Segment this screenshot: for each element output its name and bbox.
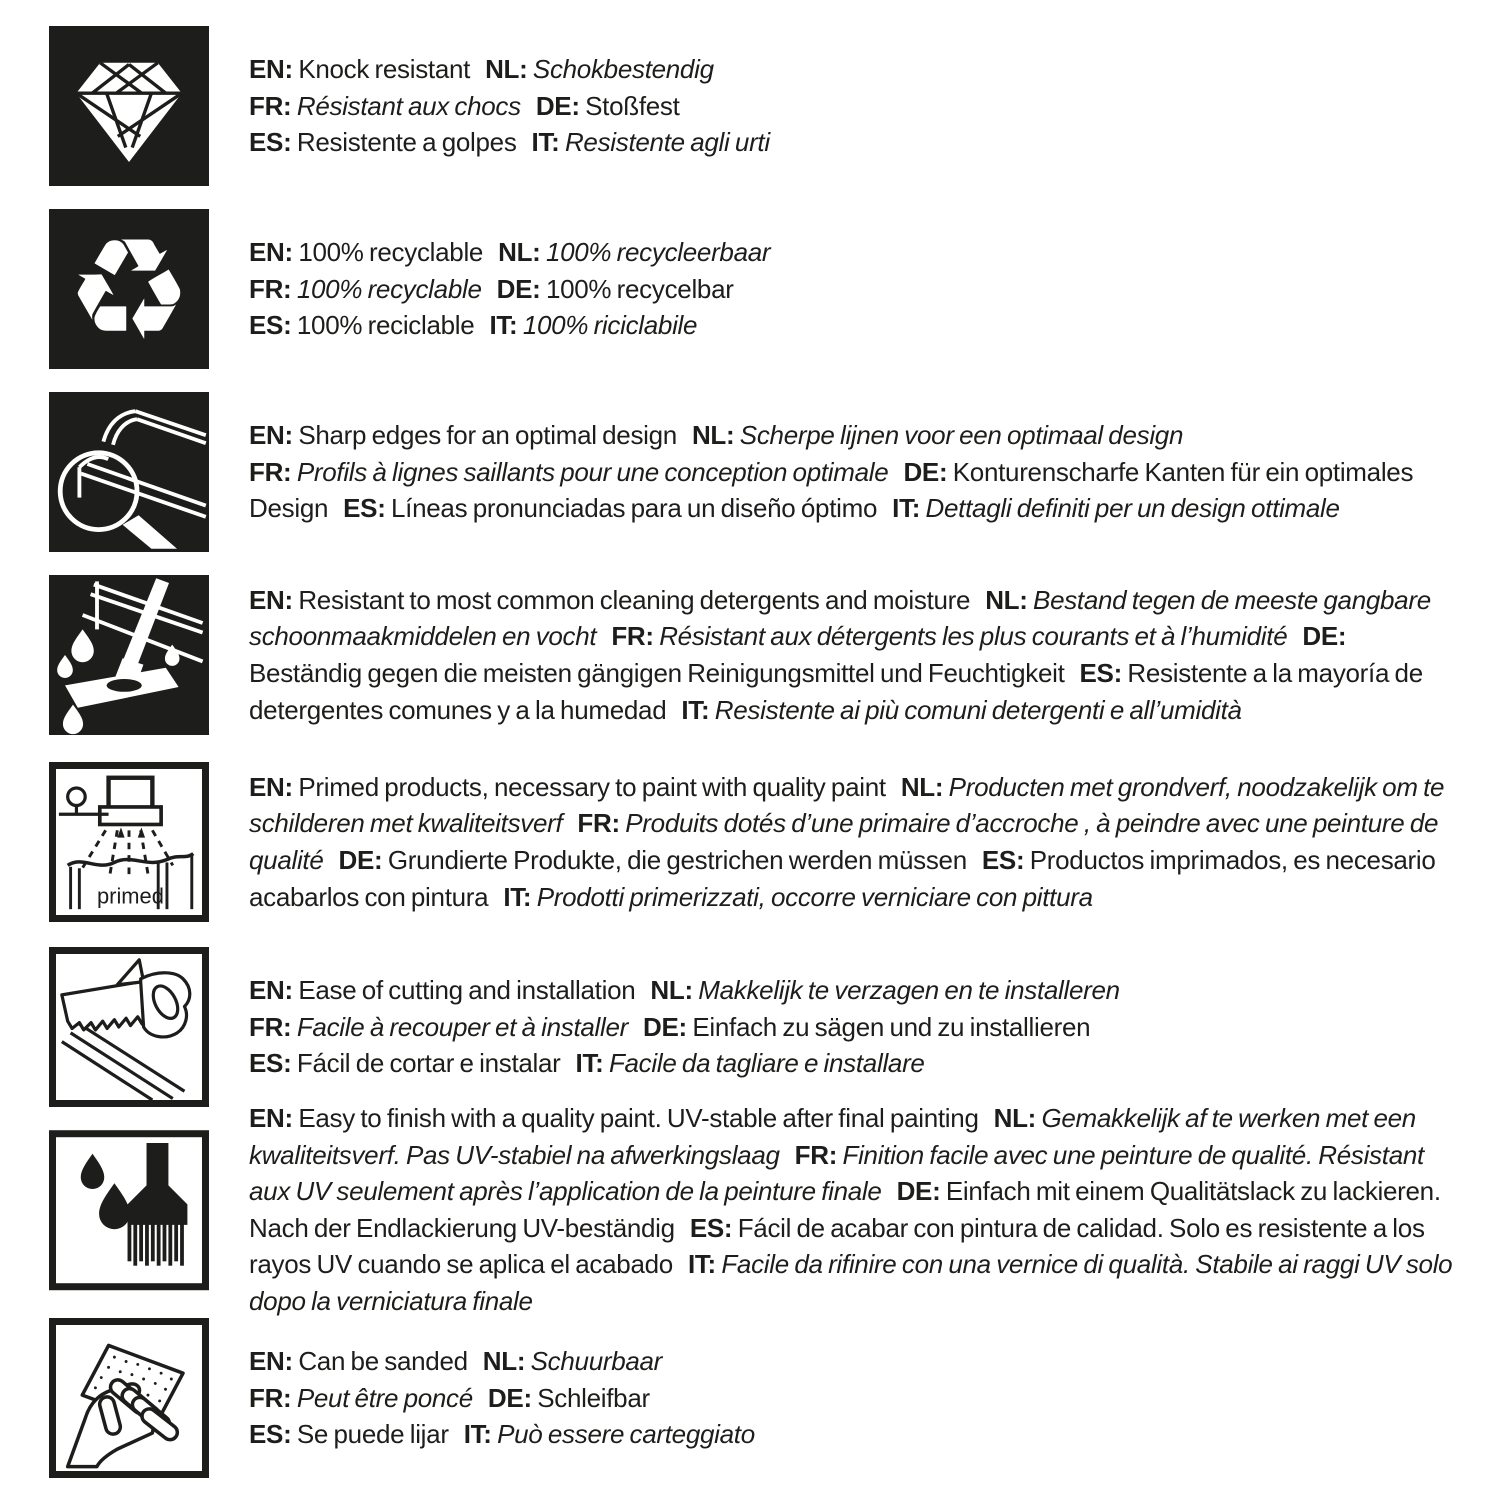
feature-text-it: IT: Può essere carteggiato [463, 1419, 755, 1450]
language-label: ES: [249, 1419, 292, 1450]
feature-text-de: DE: Grundierte Produkte, die gestrichen werden müssen [338, 845, 967, 875]
language-label: ES: [981, 845, 1025, 875]
language-label: FR: [249, 90, 292, 121]
language-label: ES: [1079, 658, 1122, 688]
language-label: EN: [249, 771, 293, 802]
mop-cleaning-icon [49, 575, 209, 735]
feature-text-es: ES: Líneas pronunciadas para un diseño óptimo [343, 493, 878, 524]
feature-text-en: EN: Can be sanded [249, 1346, 468, 1377]
language-label: ES: [689, 1213, 733, 1243]
feature-text-fr: FR: Facile à recouper et à installer [249, 1011, 629, 1042]
feature-text-it: IT: Prodotti primerizzati, occorre verniciare con pittura [503, 881, 1093, 912]
language-label: NL: [900, 771, 944, 802]
feature-text-de: DE: Konturenscharfe Kanten für ein optimales Design [249, 456, 1414, 524]
feature-text-nl: NL: Schokbestendig [485, 54, 714, 85]
feature-text-es: ES: Resistente a golpes [249, 127, 517, 158]
language-label: NL: [993, 1103, 1037, 1134]
feature-text-nl: NL: Gemakkelijk af te werken met een kwaliteitsverf. Pas UV-stabiel na afwerkingslaag [249, 1103, 1416, 1170]
language-label: FR: [249, 456, 292, 487]
feature-row [49, 26, 1461, 186]
feature-text-fr: FR: Finition facile avec une peinture de qualité. Résistant aux UV seulement après l’application de la peinture finale [249, 1139, 1424, 1207]
feature-text-fr: FR: Produits dotés d’une primaire d’accroche , à peindre avec une peinture de qualité [249, 808, 1439, 875]
feature-text-es: ES: Fácil de cortar e instalar [249, 1048, 561, 1079]
feature-row [49, 575, 1461, 735]
feature-text-de: DE: Einfach zu sägen und zu installieren [643, 1011, 1091, 1042]
feature-text-de: DE: Schleifbar [487, 1382, 650, 1413]
feature-text-fr: FR: Résistant aux chocs [249, 90, 521, 121]
language-label: DE: [903, 456, 948, 487]
feature-row [49, 762, 1461, 922]
sharp-edges-icon [49, 392, 209, 552]
feature-text-en: EN: Primed products, necessary to paint with quality paint [249, 771, 886, 802]
language-label: DE: [535, 90, 580, 121]
language-label: IT: [463, 1419, 492, 1450]
language-label: NL: [650, 975, 693, 1006]
language-label: NL: [985, 584, 1028, 615]
language-label: NL: [482, 1346, 526, 1377]
sanding-icon [49, 1318, 209, 1478]
svg-text:primed: primed [96, 883, 164, 909]
feature-text-en: EN: Resistant to most common cleaning detergents and moisture [249, 584, 971, 615]
feature-text-nl: NL: Makkelijk te verzagen en te installeren [650, 975, 1120, 1006]
feature-text-fr: FR: Résistant aux détergents les plus courants et à l’humidité [611, 621, 1288, 652]
feature-text-en: EN: Sharp edges for an optimal design [249, 420, 677, 451]
feature-text-fr: FR: Profils à lignes saillants pour une conception optimale [249, 456, 889, 487]
feature-text-nl: NL: Bestand tegen de meeste gangbare schoonmaakmiddelen en vocht [249, 584, 1431, 652]
language-label: EN: [249, 1103, 293, 1134]
language-label: ES: [343, 493, 386, 524]
feature-text-de: DE: 100% recycelbar [496, 273, 734, 304]
feature-text-fr: FR: 100% recyclable [249, 273, 482, 304]
language-label: EN: [249, 1346, 293, 1377]
feature-text-fr: FR: Peut être poncé [249, 1382, 473, 1413]
feature-text-es: ES: Resistente a la mayoría de detergentes comunes y a la humedad [249, 658, 1423, 725]
language-label: IT: [892, 493, 921, 524]
feature-row [49, 1100, 1461, 1320]
language-label: DE: [487, 1382, 532, 1413]
feature-text-en: EN: Easy to finish with a quality paint. UV-stable after final painting [249, 1103, 979, 1134]
language-label: EN: [249, 584, 293, 615]
feature-text-nl: NL: Schuurbaar [482, 1346, 663, 1377]
feature-text-it: IT: Resistente agli urti [531, 127, 770, 158]
feature-text-en: EN: 100% recyclable [249, 237, 484, 268]
language-label: IT: [489, 310, 518, 341]
language-label: DE: [338, 845, 383, 875]
language-label: ES: [249, 310, 292, 341]
feature-text-es: ES: Fácil de acabar con pintura de calidad. Solo es resistente a los rayos UV cuando se aplica el acabado [249, 1213, 1425, 1280]
feature-text-it: IT: Resistente ai più comuni detergenti e all’umidità [681, 694, 1242, 725]
language-label: FR: [249, 273, 292, 304]
language-label: DE: [643, 1011, 687, 1042]
feature-text-es: ES: 100% reciclable [249, 310, 475, 341]
feature-text-it: IT: 100% riciclabile [489, 310, 698, 341]
language-label: FR: [249, 1011, 292, 1042]
language-label: NL: [498, 237, 541, 268]
language-label: DE: [496, 273, 541, 304]
language-label: EN: [249, 975, 293, 1006]
language-label: IT: [503, 881, 532, 912]
language-label: FR: [611, 621, 654, 652]
language-label: NL: [485, 54, 528, 85]
language-label: ES: [249, 1048, 292, 1079]
feature-text [249, 51, 1459, 161]
feature-text [249, 972, 1459, 1082]
language-label: IT: [681, 694, 710, 725]
feature-text-nl: NL: Scherpe lijnen voor een optimaal design [691, 420, 1184, 451]
saw-icon [49, 947, 209, 1107]
language-label: FR: [577, 808, 620, 839]
feature-text [249, 1343, 1459, 1453]
feature-text-de: DE: Beständig gegen die meisten gängigen Reinigungsmittel und Feuchtigkeit [249, 621, 1347, 688]
language-label: NL: [691, 420, 735, 451]
language-label: EN: [249, 237, 293, 268]
diamond-icon [49, 26, 209, 186]
primed-spray-icon [49, 762, 209, 922]
feature-text [249, 769, 1459, 915]
language-label: DE: [1302, 621, 1347, 652]
recycle-icon [49, 209, 209, 369]
feature-row [49, 947, 1461, 1107]
feature-text-it: IT: Dettagli definiti per un design ottimale [892, 493, 1340, 524]
language-label: IT: [531, 127, 560, 158]
language-label: FR: [249, 1382, 292, 1413]
language-label: EN: [249, 54, 293, 85]
feature-text [249, 234, 1459, 344]
paint-brush-icon [49, 1130, 209, 1290]
language-label: ES: [249, 127, 292, 158]
language-label: IT: [687, 1249, 716, 1280]
language-label: FR: [794, 1139, 838, 1170]
feature-text-es: ES: Productos imprimados, es necesario acabarlos con pintura [249, 845, 1436, 912]
language-label: IT: [575, 1048, 604, 1079]
language-label: DE: [896, 1176, 941, 1207]
feature-row [49, 1318, 1461, 1478]
feature-text [249, 1100, 1459, 1320]
feature-text-es: ES: Se puede lijar [249, 1419, 449, 1450]
feature-text-nl: NL: 100% recycleerbaar [498, 237, 771, 268]
feature-row [49, 209, 1461, 369]
feature-text [249, 417, 1459, 527]
svg-text:♻: ♻ [65, 209, 193, 369]
feature-text-it: IT: Facile da tagliare e installare [575, 1048, 925, 1079]
feature-text-it: IT: Facile da rifinire con una vernice di qualità. Stabile ai raggi UV solo dopo la verniciatura finale [249, 1249, 1453, 1317]
feature-text-de: DE: Stoßfest [535, 90, 680, 121]
feature-text-en: EN: Knock resistant [249, 54, 471, 85]
feature-text-nl: NL: Producten met grondverf, noodzakelijk om te schilderen met kwaliteitsverf [249, 771, 1445, 839]
language-label: EN: [249, 420, 293, 451]
feature-row [49, 392, 1461, 552]
feature-text [249, 582, 1459, 728]
feature-text-en: EN: Ease of cutting and installation [249, 975, 636, 1006]
feature-text-de: DE: Einfach mit einem Qualitätslack zu lackieren. Nach der Endlackierung UV-beständig [249, 1176, 1441, 1243]
